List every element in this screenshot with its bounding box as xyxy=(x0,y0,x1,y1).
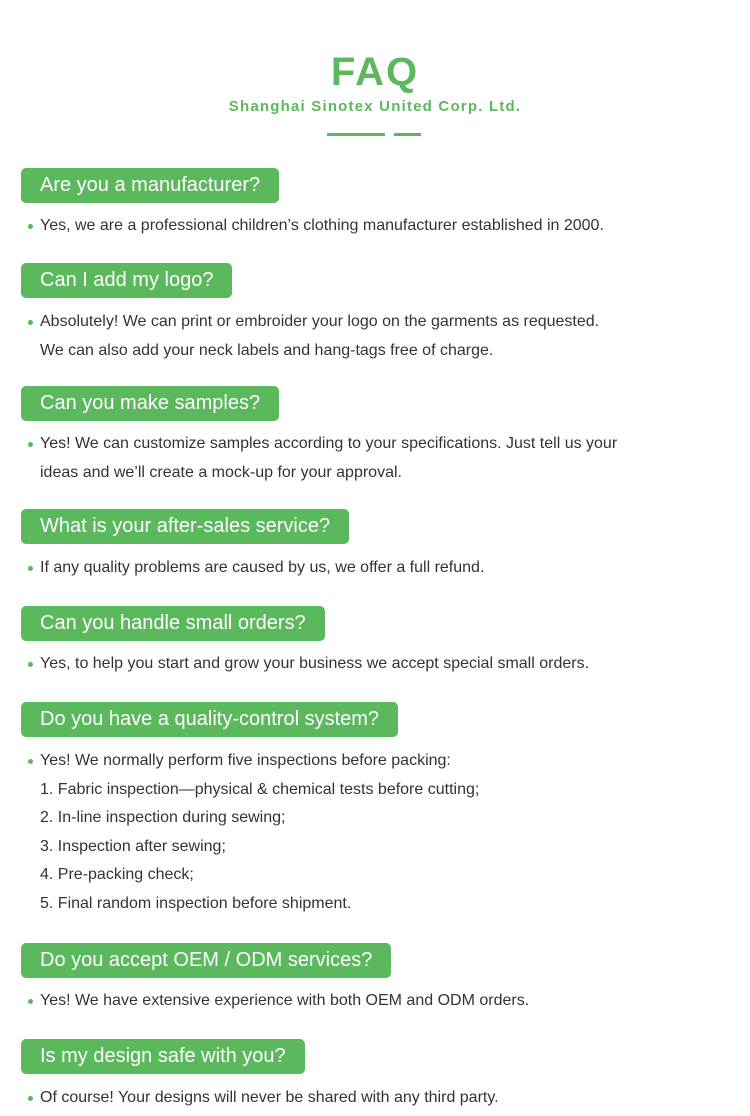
faq-answer xyxy=(28,650,728,679)
faq-question: Can you make samples? xyxy=(21,386,279,421)
answer-line: 4. Pre-packing check; xyxy=(40,866,194,883)
answer-line: ideas and we’ll create a mock-up for your approval. xyxy=(40,463,402,481)
answer-line: Absolutely! We can print or embroider your logo on the garments as requested. xyxy=(28,308,728,337)
answer-line: 3. Inspection after sewing; xyxy=(40,837,226,855)
bullet-dot-icon xyxy=(28,224,33,229)
bullet-dot-icon xyxy=(28,999,33,1004)
faq-question: Do you have a quality-control system? xyxy=(21,702,398,737)
title-underline-short xyxy=(394,133,421,136)
faq-question: Do you accept OEM / ODM services? xyxy=(21,943,391,978)
faq-question: Can I add my logo? xyxy=(21,263,232,298)
answer-line: Yes! We have extensive experience with both OEM and ODM orders. xyxy=(28,987,728,1016)
answer-line: Yes! We can customize samples according to your specifications. Just tell us your xyxy=(28,430,728,459)
faq-answer xyxy=(28,430,728,487)
bullet-dot-icon xyxy=(28,320,33,325)
bullet-dot-icon xyxy=(28,759,33,764)
answer-line: 2. In-line inspection during sewing; xyxy=(40,809,286,826)
title-underline-long xyxy=(327,133,385,136)
bullet-dot-icon xyxy=(28,1096,33,1101)
answer-line: We can also add your neck labels and hang-tags free of charge. xyxy=(40,341,494,359)
answer-line: Yes, to help you start and grow your business we accept special small orders. xyxy=(28,650,728,679)
faq-answer xyxy=(28,212,728,241)
answer-line: Yes, we are a professional children’s clothing manufacturer established in 2000. xyxy=(28,212,728,241)
faq-question: Is my design safe with you? xyxy=(21,1039,305,1074)
answer-line: Of course! Your designs will never be shared with any third party. xyxy=(28,1084,728,1113)
bullet-dot-icon xyxy=(28,566,33,571)
faq-answer xyxy=(28,987,728,1016)
faq-answer xyxy=(28,308,728,365)
faq-answer xyxy=(28,554,728,583)
faq-question: Can you handle small orders? xyxy=(21,606,325,641)
faq-question: Are you a manufacturer? xyxy=(21,168,279,203)
answer-line: 5. Final random inspection before shipment. xyxy=(40,894,352,912)
answer-line: Yes! We normally perform five inspections before packing: xyxy=(28,747,728,776)
faq-answer xyxy=(28,1084,728,1113)
faq-answer xyxy=(28,747,728,918)
bullet-dot-icon xyxy=(28,442,33,447)
bullet-dot-icon xyxy=(28,662,33,667)
page-title: FAQ xyxy=(330,50,420,94)
answer-line: 1. Fabric inspection—physical & chemical tests before cutting; xyxy=(40,780,480,798)
faq-question: What is your after-sales service? xyxy=(21,509,349,544)
company-name: Shanghai Sinotex United Corp. Ltd. xyxy=(228,98,522,115)
answer-line: If any quality problems are caused by us, we offer a full refund. xyxy=(28,554,728,583)
